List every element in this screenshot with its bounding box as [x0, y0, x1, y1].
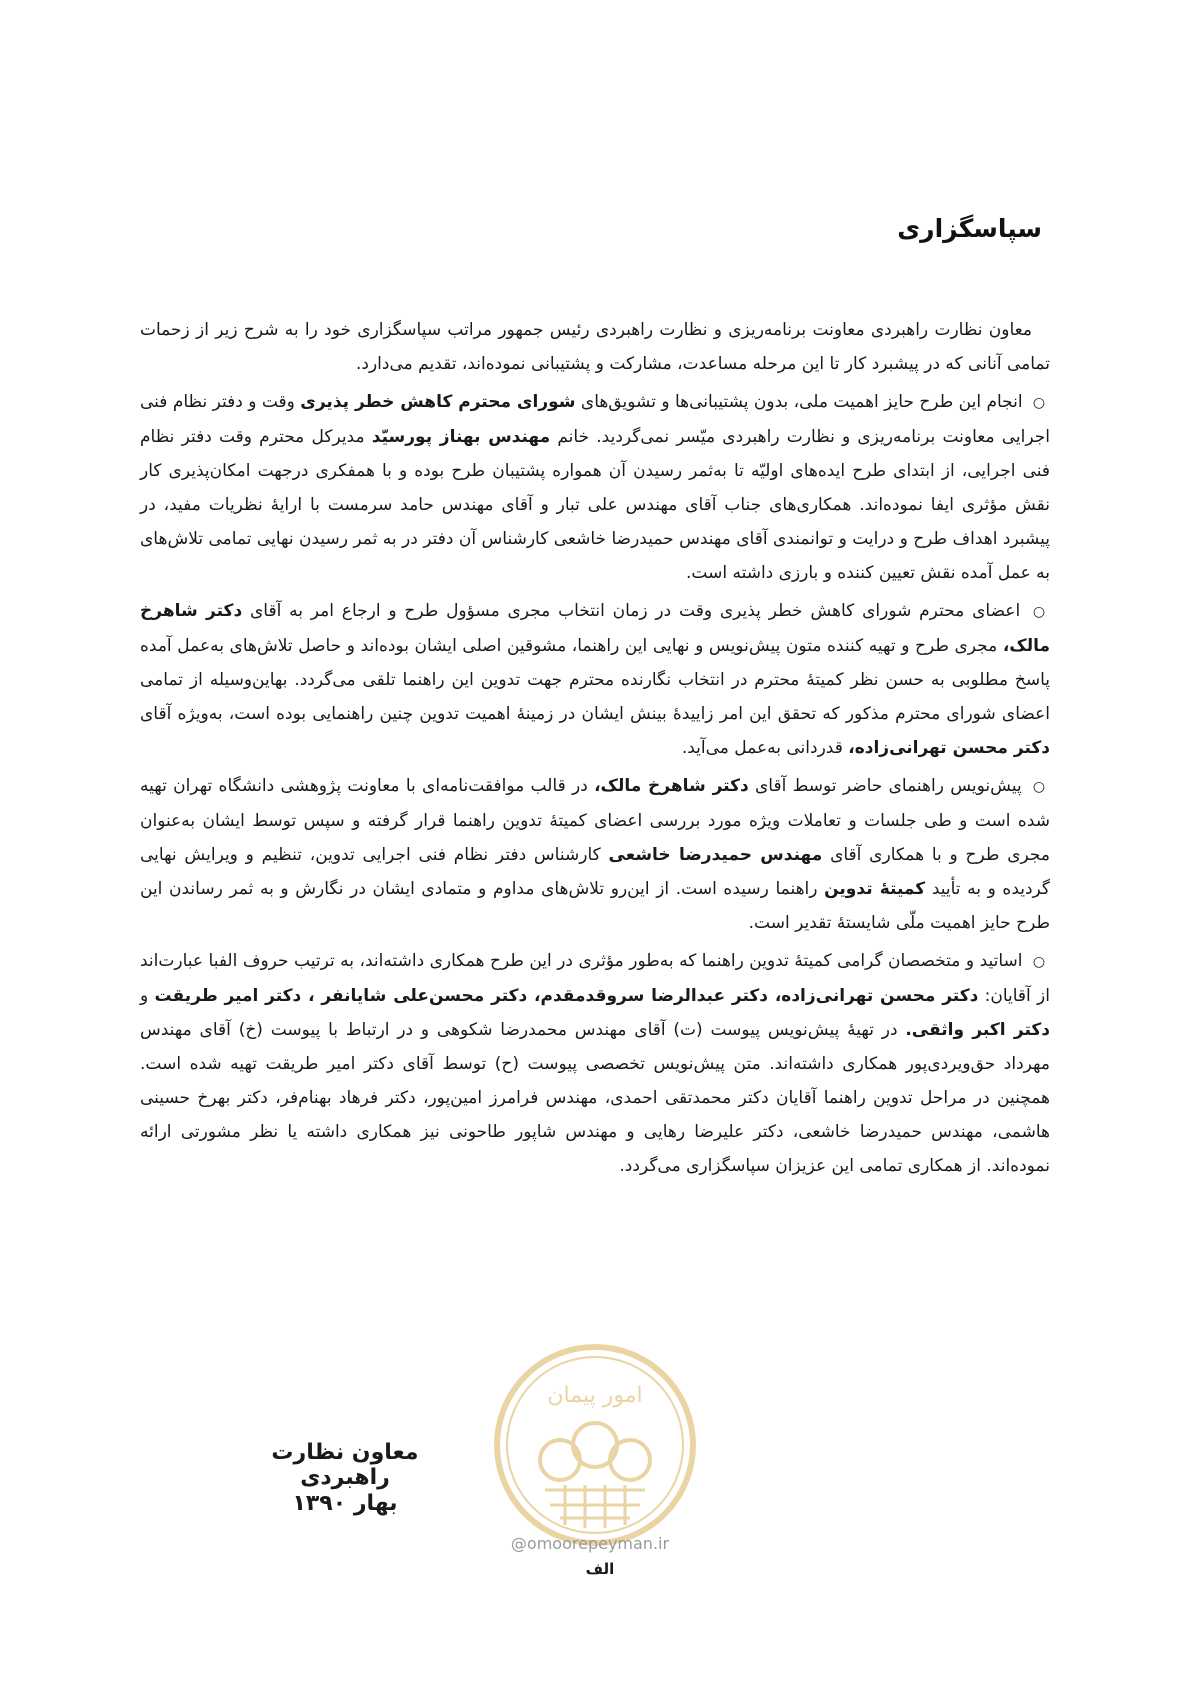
- bold-text: شورای محترم کاهش خطر پذیری: [300, 392, 576, 412]
- bold-text: کمیتهٔ تدوین: [824, 879, 926, 899]
- bold-text: مهندس حمیدرضا خاشعی: [608, 845, 823, 865]
- paragraph-text: قدردانی به‌عمل می‌آید.: [681, 738, 843, 758]
- paragraph-council: [140, 594, 1050, 765]
- bullet-circle-icon: ○: [1032, 395, 1046, 411]
- bullet-circle-icon: ○: [1032, 954, 1046, 970]
- signature-date: بهار ۱۳۹۰: [292, 1491, 398, 1516]
- bullet-circle-icon: ○: [1032, 604, 1046, 620]
- paragraph-text: و: [140, 986, 149, 1006]
- signature-org: معاون نظارت راهبردی: [271, 1440, 419, 1490]
- page-title: سپاسگزاری: [897, 214, 1042, 243]
- watermark-logo-icon: [490, 1340, 700, 1550]
- bold-text: دکتر محسن تهرانی‌زاده، دکتر عبدالرضا سروقدمقدم، دکتر محسن‌علی شایانفر ، دکتر امیر طریقت: [154, 986, 979, 1006]
- paragraph-text: کارشناس دفتر نظام فنی اجرایی تدوین، تنظیم و ویرایش نهایی گردیده و به تأیید: [140, 845, 1051, 899]
- paragraph-text: مجری طرح و تهیه کننده متون پیش‌نویس و نهایی این راهنما، مشوقین اصلی ایشان بوده‌اند و حاصل تلاش‌های به‌عمل آمده پاسخ مطلوبی به حسن نظر کمیتهٔ محترم در انتخاب نگارنده محترم جهت تدوین این راهنما تلقی می‌گردد. بهاین‌وسیله از تمامی اعضای شورای محترم مذکور که تحقق این امر زاییدهٔ بینش ایشان در زمینهٔ اهمیت تدوین چنین راهنمایی بوده است، به‌ویژه آقای: [140, 636, 1050, 724]
- bold-text: دکتر محسن تهرانی‌زاده،: [848, 738, 1050, 758]
- paragraph-text: راهنما رسیده است. از این‌رو تلاش‌های مداوم و متمادی ایشان در نگارش و به ثمر رساندن این طرح حایز اهمیت ملّی شایستهٔ تقدیر است.: [140, 879, 1050, 933]
- paragraph-text: مدیرکل محترم وقت دفتر نظام فنی اجرایی، از ابتدای طرح ایده‌های اولیّه تا به‌ثمر رسیدن آن همواره پشتیبان طرح بوده و با همفکری درجهت امکان‌پذیری کار نقش مؤثری ایفا نموده‌اند. همکاری‌های جناب آقای مهندس علی تبار و آقای مهندس حامد سرمست با ارایهٔ نظریات مفید، در پیشبرد اهداف طرح و درایت و توانمندی آقای مهندس حمیدرضا خاشعی کارشناس آن دفتر در به ثمر رسیدن نهایی تمامی تلاش‌های به عمل آمده نقش تعیین کننده و بارزی داشته است.: [140, 427, 1050, 583]
- watermark-url: @omoorepeyman.ir: [510, 1534, 670, 1553]
- bold-text: دکتر شاهرخ مالک،: [594, 776, 749, 796]
- bold-text: دکتر اکبر واثقی.: [905, 1020, 1051, 1040]
- paragraph-text: در تهیهٔ پیش‌نویس پیوست (ت) آقای مهندس محمدرضا شکوهی و در ارتباط با پیوست (خ) آقای مهندس مهرداد حق‌ویردی‌پور همکاری داشته‌اند. متن پیش‌نویس تخصصی پیوست (ح) توسط آقای دکتر امیر طریقت تهیه شده است. همچنین در مراحل تدوین راهنما آقایان دکتر محمدتقی احمدی، مهندس فرامرز امین‌پور، دکتر فرهاد بهنام‌فر، دکتر بهرخ حسینی هاشمی، مهندس حمیدرضا خاشعی، دکتر علیرضا رهایی و مهندس شاپور طاحونی نیز همکاری داشته یا نظر مشورتی ارائه نموده‌اند. از همکاری تمامی این عزیزان سپاسگزاری می‌گردد.: [140, 1020, 1050, 1176]
- document-body: [140, 313, 1050, 1187]
- paragraph-committee: [140, 944, 1050, 1183]
- bullet-circle-icon: ○: [1032, 779, 1046, 795]
- paragraph-text: انجام این طرح حایز اهمیت ملی، بدون پشتیبانی‌ها و تشویق‌های: [580, 392, 1023, 412]
- paragraph-text: اساتید و متخصصان گرامی کمیتهٔ تدوین راهنما که به‌طور مؤثری در این طرح همکاری داشته‌اند، به ترتیب حروف الفبا عبارت‌اند از آقایان:: [140, 951, 1050, 1006]
- paragraph-text: اعضای محترم شورای کاهش خطر پذیری وقت در زمان انتخاب مجری مسؤول طرح و ارجاع امر به آقای: [249, 601, 1021, 621]
- intro-paragraph: معاون نظارت راهبردی معاونت برنامه‌ریزی و نظارت راهبردی رئیس جمهور مراتب سپاسگزاری خود را به شرح زیر از زحمات تمامی آنانی که در پیشبرد کار تا این مرحله مساعدت، مشارکت و پشتیبانی نموده‌اند، تقدیم می‌دارد.: [140, 320, 1050, 374]
- watermark-text: امور پیمان: [547, 1383, 643, 1408]
- paragraph-draft: [140, 769, 1050, 940]
- bold-text: مهندس بهناز پورسیّد: [371, 427, 551, 447]
- paragraph-text: وقت و دفتر نظام فنی اجرایی معاونت برنامه‌ریزی و نظارت راهبردی میّسر نمی‌گردید. خانم: [140, 392, 1050, 447]
- page-number: الف: [585, 1560, 615, 1578]
- paragraph-text: پیش‌نویس راهنمای حاضر توسط آقای: [755, 776, 1022, 796]
- bold-text: دکتر شاهرخ مالک،: [140, 601, 1050, 656]
- paragraph-text: در قالب موافقت‌نامه‌ای با معاونت پژوهشی دانشگاه تهران تهیه شده است و طی جلسات و تعاملات ویژه مورد بررسی اعضای کمیتهٔ تدوین راهنما قرار گرفته و سپس توسط ایشان به‌عنوان مجری طرح و با همکاری آقای: [140, 776, 1050, 865]
- paragraph-support: [140, 385, 1050, 590]
